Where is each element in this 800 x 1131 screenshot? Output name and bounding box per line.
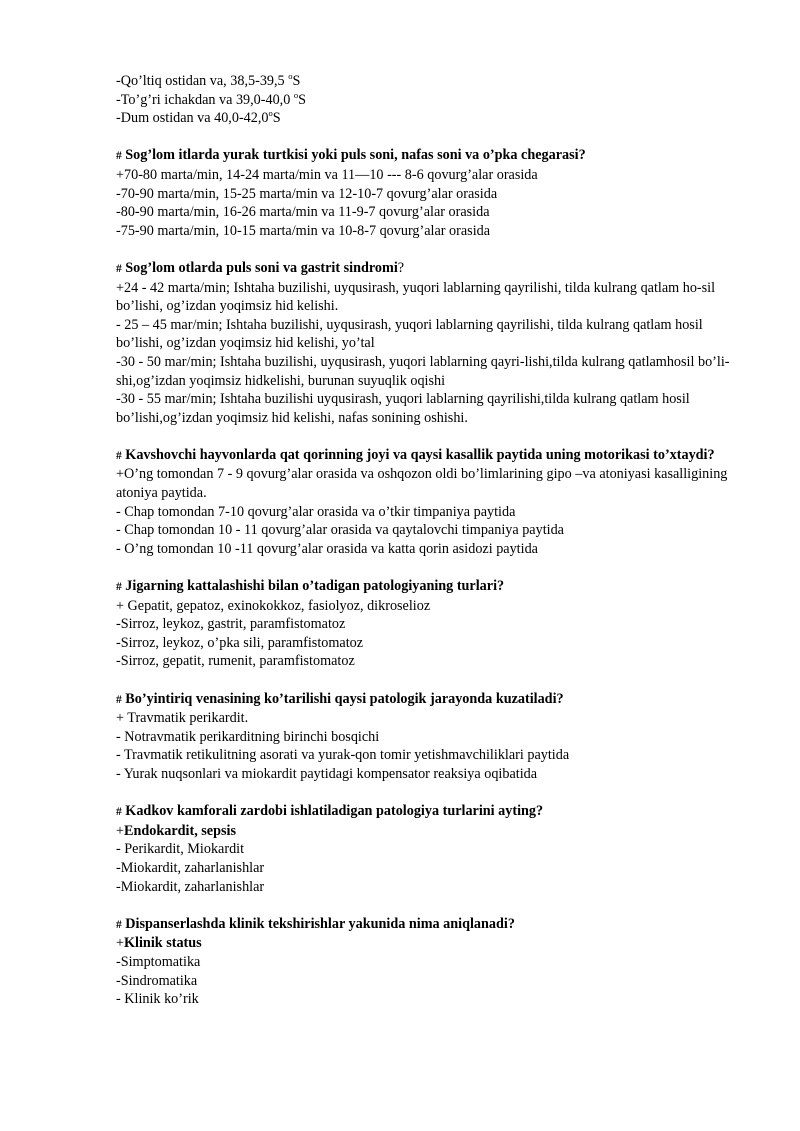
degree-mark: o — [288, 71, 293, 81]
answer-option: - Notravmatik perikarditning birinchi bosqichi — [116, 728, 380, 745]
answer-option: -Sirroz, leykoz, o’pka sili, paramfistomatoz — [116, 634, 364, 651]
temp-line: -Dum ostidan va 40,0-42,0$^o$S — [116, 108, 281, 127]
answer-option: -Miokardit, zaharlanishlar — [116, 878, 265, 895]
answer-option: +70-80 marta/min, 14-24 marta/min va 11—10 --- 8-6 qovurg’alar orasida — [116, 166, 538, 183]
answer-option: +O’ng tomondan 7 - 9 qovurg’alar orasida va oshqozon oldi bo’limlarining gipo –va atoniyasi kasalligining atoniya paytida. — [116, 466, 728, 502]
degree-mark: o — [293, 89, 299, 100]
answer-option: -30 - 50 mar/min; Ishtaha buzilishi, uyqusirash, yuqori lablarning qayri-lishi,tilda kulrang qatlamhosil bo’li-shi,og’izdan yoqimsiz hidkelishi, burunan suyuqlik oqishi — [116, 353, 730, 389]
answer-option-correct: +Endokardit, sepsis — [116, 822, 236, 839]
question-heading: # Kadkov kamforali zardobi ishlatiladigan patologiya turlarini ayting? — [116, 803, 544, 820]
temp-line: -Qo’ltiq ostidan va, 38,5-39,5 $^o$S — [116, 71, 301, 89]
answer-option: + Travmatik perikardit. — [116, 710, 249, 727]
question-heading: # Bo’yintiriq venasining ko’tarilishi qaysi patologik jarayonda kuzatiladi? — [116, 690, 564, 707]
answer-option: -Sindromatika — [116, 972, 198, 989]
answer-option: -80-90 marta/min, 16-26 marta/min va 11-9-7 qovurg’alar orasida — [116, 204, 490, 221]
question-heading: # Dispanserlashda klinik tekshirishlar yakunida nima aniqlanadi? — [116, 915, 515, 932]
answer-option: -Sirroz, gepatit, rumenit, paramfistomatoz — [116, 653, 355, 670]
answer-option-correct: +Klinik status — [116, 935, 202, 952]
question-heading: # Jigarning kattalashishi bilan o’tadigan patologiyaning turlari? — [116, 578, 505, 595]
answer-option: - Travmatik retikulitning asorati va yurak-qon tomir yetishmavchiliklari paytida — [116, 747, 570, 764]
answer-option: - Yurak nuqsonlari va miokardit paytidagi kompensator reaksiya oqibatida — [116, 765, 538, 782]
question-heading: # Kavshovchi hayvonlarda qat qorinning joyi va qaysi kasallik paytida uning motorikasi to’xtaydi? — [116, 446, 715, 463]
answer-option: -Miokardit, zaharlanishlar — [116, 859, 265, 876]
answer-option: - Chap tomondan 10 - 11 qovurg’alar orasida va qaytalovchi timpaniya paytida — [116, 522, 564, 539]
degree-mark: o — [268, 108, 273, 119]
question-heading: # Sog’lom itlarda yurak turtkisi yoki puls soni, nafas soni va o’pka chegarasi? — [116, 147, 586, 164]
answer-option: - 25 – 45 mar/min; Ishtaha buzilishi, uyqusirash, yuqori lablarning qayrilishi, tilda kulrang qatlam hosil bo’lishi, og’izdan yoqimsiz hid kelishi, yo’tal — [116, 316, 703, 352]
question-heading: # Sog’lom otlarda puls soni va gastrit sindromi? — [116, 259, 405, 276]
document-page — [116, 72, 746, 1009]
answer-option: - Klinik ko’rik — [116, 991, 199, 1008]
answer-option: + Gepatit, gepatoz, exinokokkoz, fasiolyoz, dikroselioz — [116, 597, 431, 614]
temp-line: -To’g’ri ichakdan va 39,0-40,0 $^o$S — [116, 89, 307, 108]
answer-option: - Perikardit, Miokardit — [116, 841, 245, 858]
answer-option: -70-90 marta/min, 15-25 marta/min va 12-10-7 qovurg’alar orasida — [116, 185, 498, 202]
answer-option: -75-90 marta/min, 10-15 marta/min va 10-8-7 qovurg’alar orasida — [116, 222, 491, 239]
answer-option: - Chap tomondan 7-10 qovurg’alar orasida va o’tkir timpaniya paytida — [116, 503, 516, 520]
answer-option: - O’ng tomondan 10 -11 qovurg’alar orasida va katta qorin asidozi paytida — [116, 540, 538, 557]
answer-option: -Simptomatika — [116, 953, 201, 970]
answer-option: -Sirroz, leykoz, gastrit, paramfistomatoz — [116, 616, 346, 633]
answer-option: -30 - 55 mar/min; Ishtaha buzilishi uyqusirash, yuqori lablarning qayrilishi,tilda kulrang qatlam hosil bo’lishi,og’izdan yoqimsiz hid kelishi, nafas sonining oshishi. — [116, 391, 690, 426]
answer-option: +24 - 42 marta/min; Ishtaha buzilishi, uyqusirash, yuqori lablarning qayrilishi, tilda kulrang qatlam ho-sil bo’lishi, og’izdan yoqimsiz hid kelishi. — [116, 279, 716, 315]
